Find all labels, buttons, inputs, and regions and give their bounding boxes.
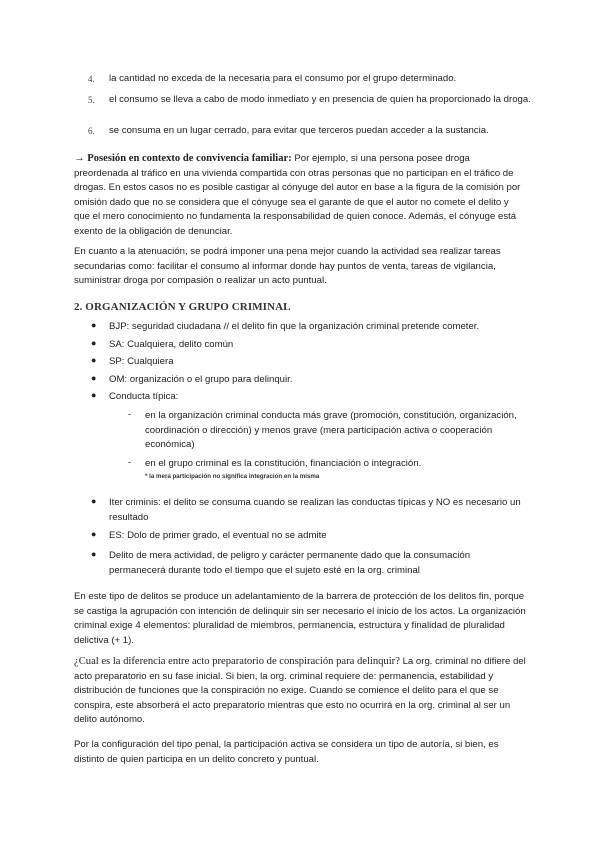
item-text: se consuma en un lugar cerrado, para evitar que terceros puedan acceder a la sustancia. bbox=[109, 125, 489, 136]
posesion-paragraph bbox=[74, 152, 526, 239]
bullet-text: Delito de mera actividad, de peligro y carácter permanente dado que la consumación permanecerá durante todo el tiempo que el sujeto esté en la org. criminal bbox=[109, 550, 471, 576]
pregunta-paragraph bbox=[74, 655, 526, 728]
bullet-text: Iter criminis: el delito se consuma cuando se realizan las conductas típicas y NO es necesario un resultado bbox=[109, 497, 521, 523]
dash-marker: - bbox=[128, 457, 132, 468]
numbered-item-4 bbox=[88, 72, 532, 87]
item-text: la cantidad no exceda de la necesaria para el consumo por el grupo determinado. bbox=[109, 73, 457, 84]
bullet-text: SP: Cualquiera bbox=[109, 356, 174, 367]
bullet-icon: ● bbox=[91, 320, 97, 330]
subbullet-grupo bbox=[128, 457, 528, 481]
bullet-sp bbox=[91, 355, 521, 370]
subbullet-text: en el grupo criminal es la constitución, financiación o integración. bbox=[145, 458, 422, 469]
item-number: 6. bbox=[88, 126, 95, 136]
pregunta-answer: La org. criminal no difiere del acto preparatorio en su fase inicial. Si bien, la org. criminal requiere de: permanencia, estabilidad y distribución de funciones que la conspiración no exige. Cuando se comience el delito para el que se conspira, este absorberá el acto preparatorio mientras que esto no ocurrirá en la org. criminal al ser un delito autónomo. bbox=[74, 656, 526, 725]
subbullet-organizacion bbox=[128, 409, 528, 453]
atenuacion-paragraph: En cuanto a la atenuación, se podrá imponer una pena mejor cuando la actividad sea realizar tareas secundarias como: facilitar el consumo al informar donde hay puntos de venta, tareas de vigilancia, suministrar droga por compasión o realizar un acto puntual. bbox=[74, 246, 501, 286]
bullet-icon: ● bbox=[91, 390, 97, 400]
bullet-icon: ● bbox=[91, 338, 97, 348]
item-number: 4. bbox=[88, 74, 95, 84]
bullet-text: OM: organización o el grupo para delinquir. bbox=[109, 374, 293, 385]
bullet-es bbox=[91, 529, 521, 544]
final-paragraph: Por la configuración del tipo penal, la participación activa se considera un tipo de autoría, si bien, es distinto de quien participa en un delito concreto y puntual. bbox=[74, 739, 499, 765]
bullet-icon: ● bbox=[91, 529, 97, 539]
bullet-icon: ● bbox=[91, 355, 97, 365]
dash-marker: - bbox=[128, 409, 132, 420]
numbered-item-6 bbox=[88, 124, 532, 139]
item-text: el consumo se lleva a cabo de modo inmediato y en presencia de quien ha proporcionado la droga. bbox=[109, 94, 531, 105]
pregunta-question: ¿Cual es la diferencia entre acto preparatorio de conspiración para delinquir? bbox=[74, 656, 400, 667]
section-heading: 2. ORGANIZACIÓN Y GRUPO CRIMINAL bbox=[74, 301, 291, 313]
bullet-icon: ● bbox=[91, 496, 97, 506]
bullet-text: SA: Cualquiera, delito común bbox=[109, 339, 234, 350]
bullet-om bbox=[91, 373, 521, 388]
bullet-text: ES: Dolo de primer grado, el eventual no se admite bbox=[109, 530, 327, 541]
adelantamiento-paragraph: En este tipo de delitos se produce un adelantamiento de la barrera de protección de los delitos fin, porque se castiga la agrupación con intención de delinquir sin ser necesario el inicio de los actos. La organización criminal exige 4 elementos: pluralidad de miembros, permanencia, estructura y finalidad de pluralidad delictiva (+ 1). bbox=[74, 591, 526, 646]
posesion-body: Por ejemplo, si una persona posee droga preordenada al tráfico en una vivienda compartida con otras personas que no participan en el tráfico de drogas. En estos casos no es posible castigar al cónyuge del autor en base a la figura de la comisión por omisión dado que no se considera que el cónyuge sea el garante de que el autor no comete el delito y que el mero conocimiento no fundamenta la responsabilidad de quien conoce. Además, el cónyuge está exento de la obligación de denunciar. bbox=[74, 153, 521, 237]
bullet-sa bbox=[91, 338, 521, 353]
posesion-title: → Posesión en contexto de convivencia familiar: bbox=[74, 153, 292, 164]
bullet-icon: ● bbox=[91, 373, 97, 383]
subbullet-text: en la organización criminal conducta más grave (promoción, constitución, organización, coordinación o dirección) y menos grave (mera participación activa o cooperación económica) bbox=[145, 410, 517, 450]
bullet-text: Conducta típica: bbox=[109, 391, 179, 402]
item-number: 5. bbox=[88, 95, 95, 105]
bullet-mera-actividad bbox=[91, 549, 521, 578]
bullet-conducta bbox=[91, 390, 521, 405]
bullet-text: BJP: seguridad ciudadana // el delito fin que la organización criminal pretende cometer. bbox=[109, 321, 480, 332]
numbered-item-5 bbox=[88, 93, 532, 108]
bullet-icon: ● bbox=[91, 549, 97, 559]
bullet-bjp bbox=[91, 320, 521, 335]
note-text: * la mera participación no significa integración en la misma bbox=[145, 472, 320, 480]
bullet-iter-criminis bbox=[91, 496, 521, 525]
